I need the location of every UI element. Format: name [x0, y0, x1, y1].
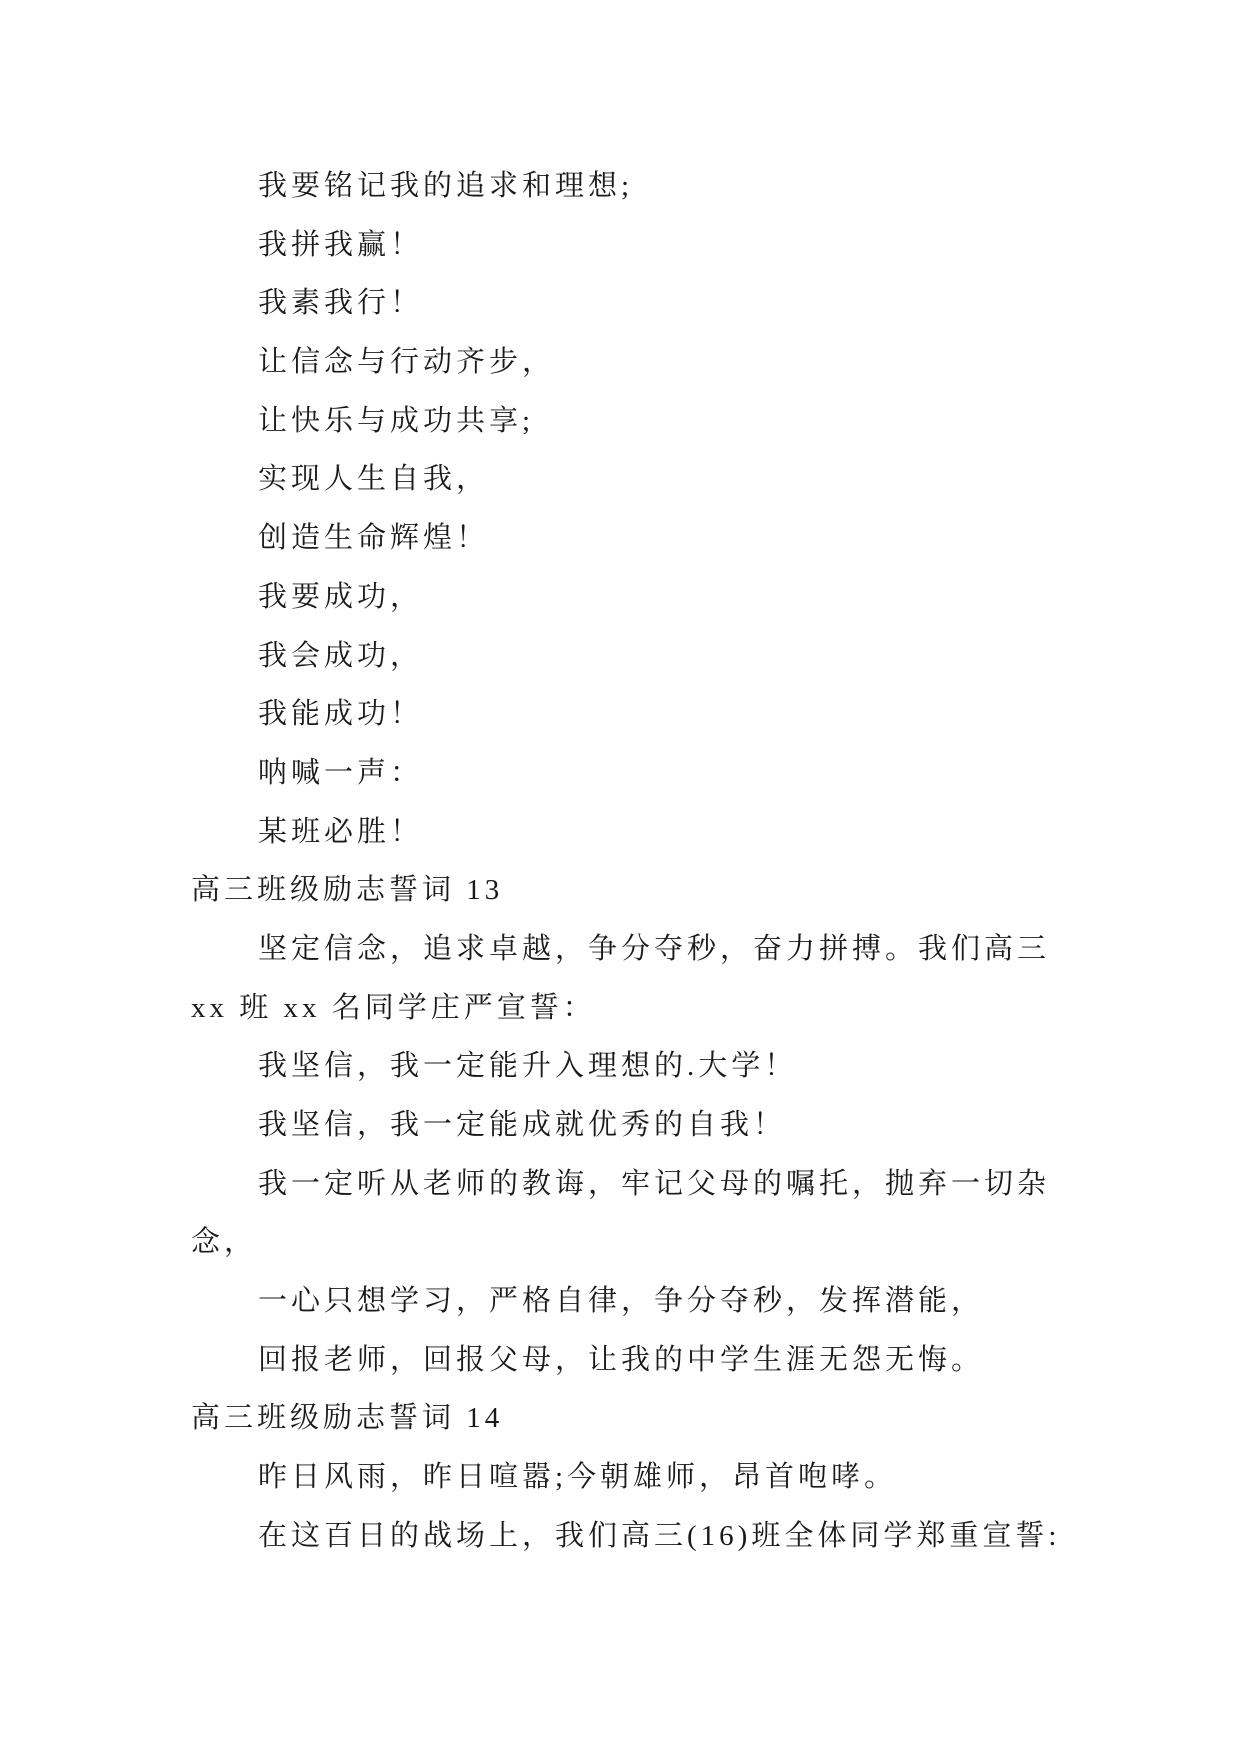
body-line: 让信念与行动齐步，: [258, 346, 556, 379]
body-line: 我要铭记我的追求和理想;: [258, 170, 634, 202]
body-line: 实现人生自我，: [258, 463, 490, 496]
paragraph-line: 昨日风雨，昨日喧嚣;今朝雄师，昂首咆哮。: [258, 1461, 898, 1494]
section-13: [191, 861, 1091, 1389]
body-line: 我会成功，: [258, 639, 424, 672]
paragraph: [191, 1331, 1091, 1390]
paragraph-line: xx 班 xx 名同学庄严宣誓：: [191, 991, 596, 1024]
body-line: 我要成功，: [258, 580, 424, 613]
paragraph-line: 坚定信念，追求卓越，争分夺秒，奋力拼搏。我们高三: [258, 932, 1051, 965]
body-line: 让快乐与成功共享;: [258, 404, 535, 437]
paragraph-line: 我坚信，我一定能升入理想的.大学！: [258, 1050, 798, 1083]
body-line: 创造生命辉煌！: [258, 522, 490, 555]
paragraph-line: 一心只想学习，严格自律，争分夺秒，发挥潜能，: [258, 1285, 985, 1318]
body-line: 我拼我赢！: [258, 228, 424, 261]
paragraph: [191, 1448, 1091, 1507]
body-line: 我能成功！: [258, 698, 424, 731]
section-heading: 高三班级励志誓词 13: [191, 874, 504, 907]
paragraph: [191, 920, 1091, 1037]
section-14: [191, 1389, 1091, 1565]
paragraph-line: 我坚信，我一定能成就优秀的自我！: [258, 1109, 787, 1141]
paragraph-line: 回报老师，回报父母，让我的中学生涯无怨无悔。: [258, 1343, 985, 1376]
paragraph: [191, 1096, 1091, 1155]
body-line: 呐喊一声：: [258, 756, 424, 789]
paragraph: [191, 1155, 1091, 1272]
paragraph-line: 我一定听从老师的教诲，牢记父母的嘱托，抛弃一切杂: [258, 1167, 1051, 1200]
continuation-block: [191, 157, 1091, 861]
document-body: [191, 157, 1091, 1566]
paragraph-line: 在这百日的战场上，我们高三(16)班全体同学郑重宣誓:: [258, 1519, 1061, 1552]
paragraph-line: 念，: [191, 1226, 258, 1259]
paragraph: [191, 1037, 1091, 1096]
paragraph: [191, 1272, 1091, 1331]
paragraph: [191, 1507, 1091, 1566]
body-line: 我素我行！: [258, 287, 424, 320]
section-heading: 高三班级励志誓词 14: [191, 1402, 504, 1435]
body-line: 某班必胜！: [258, 815, 424, 848]
